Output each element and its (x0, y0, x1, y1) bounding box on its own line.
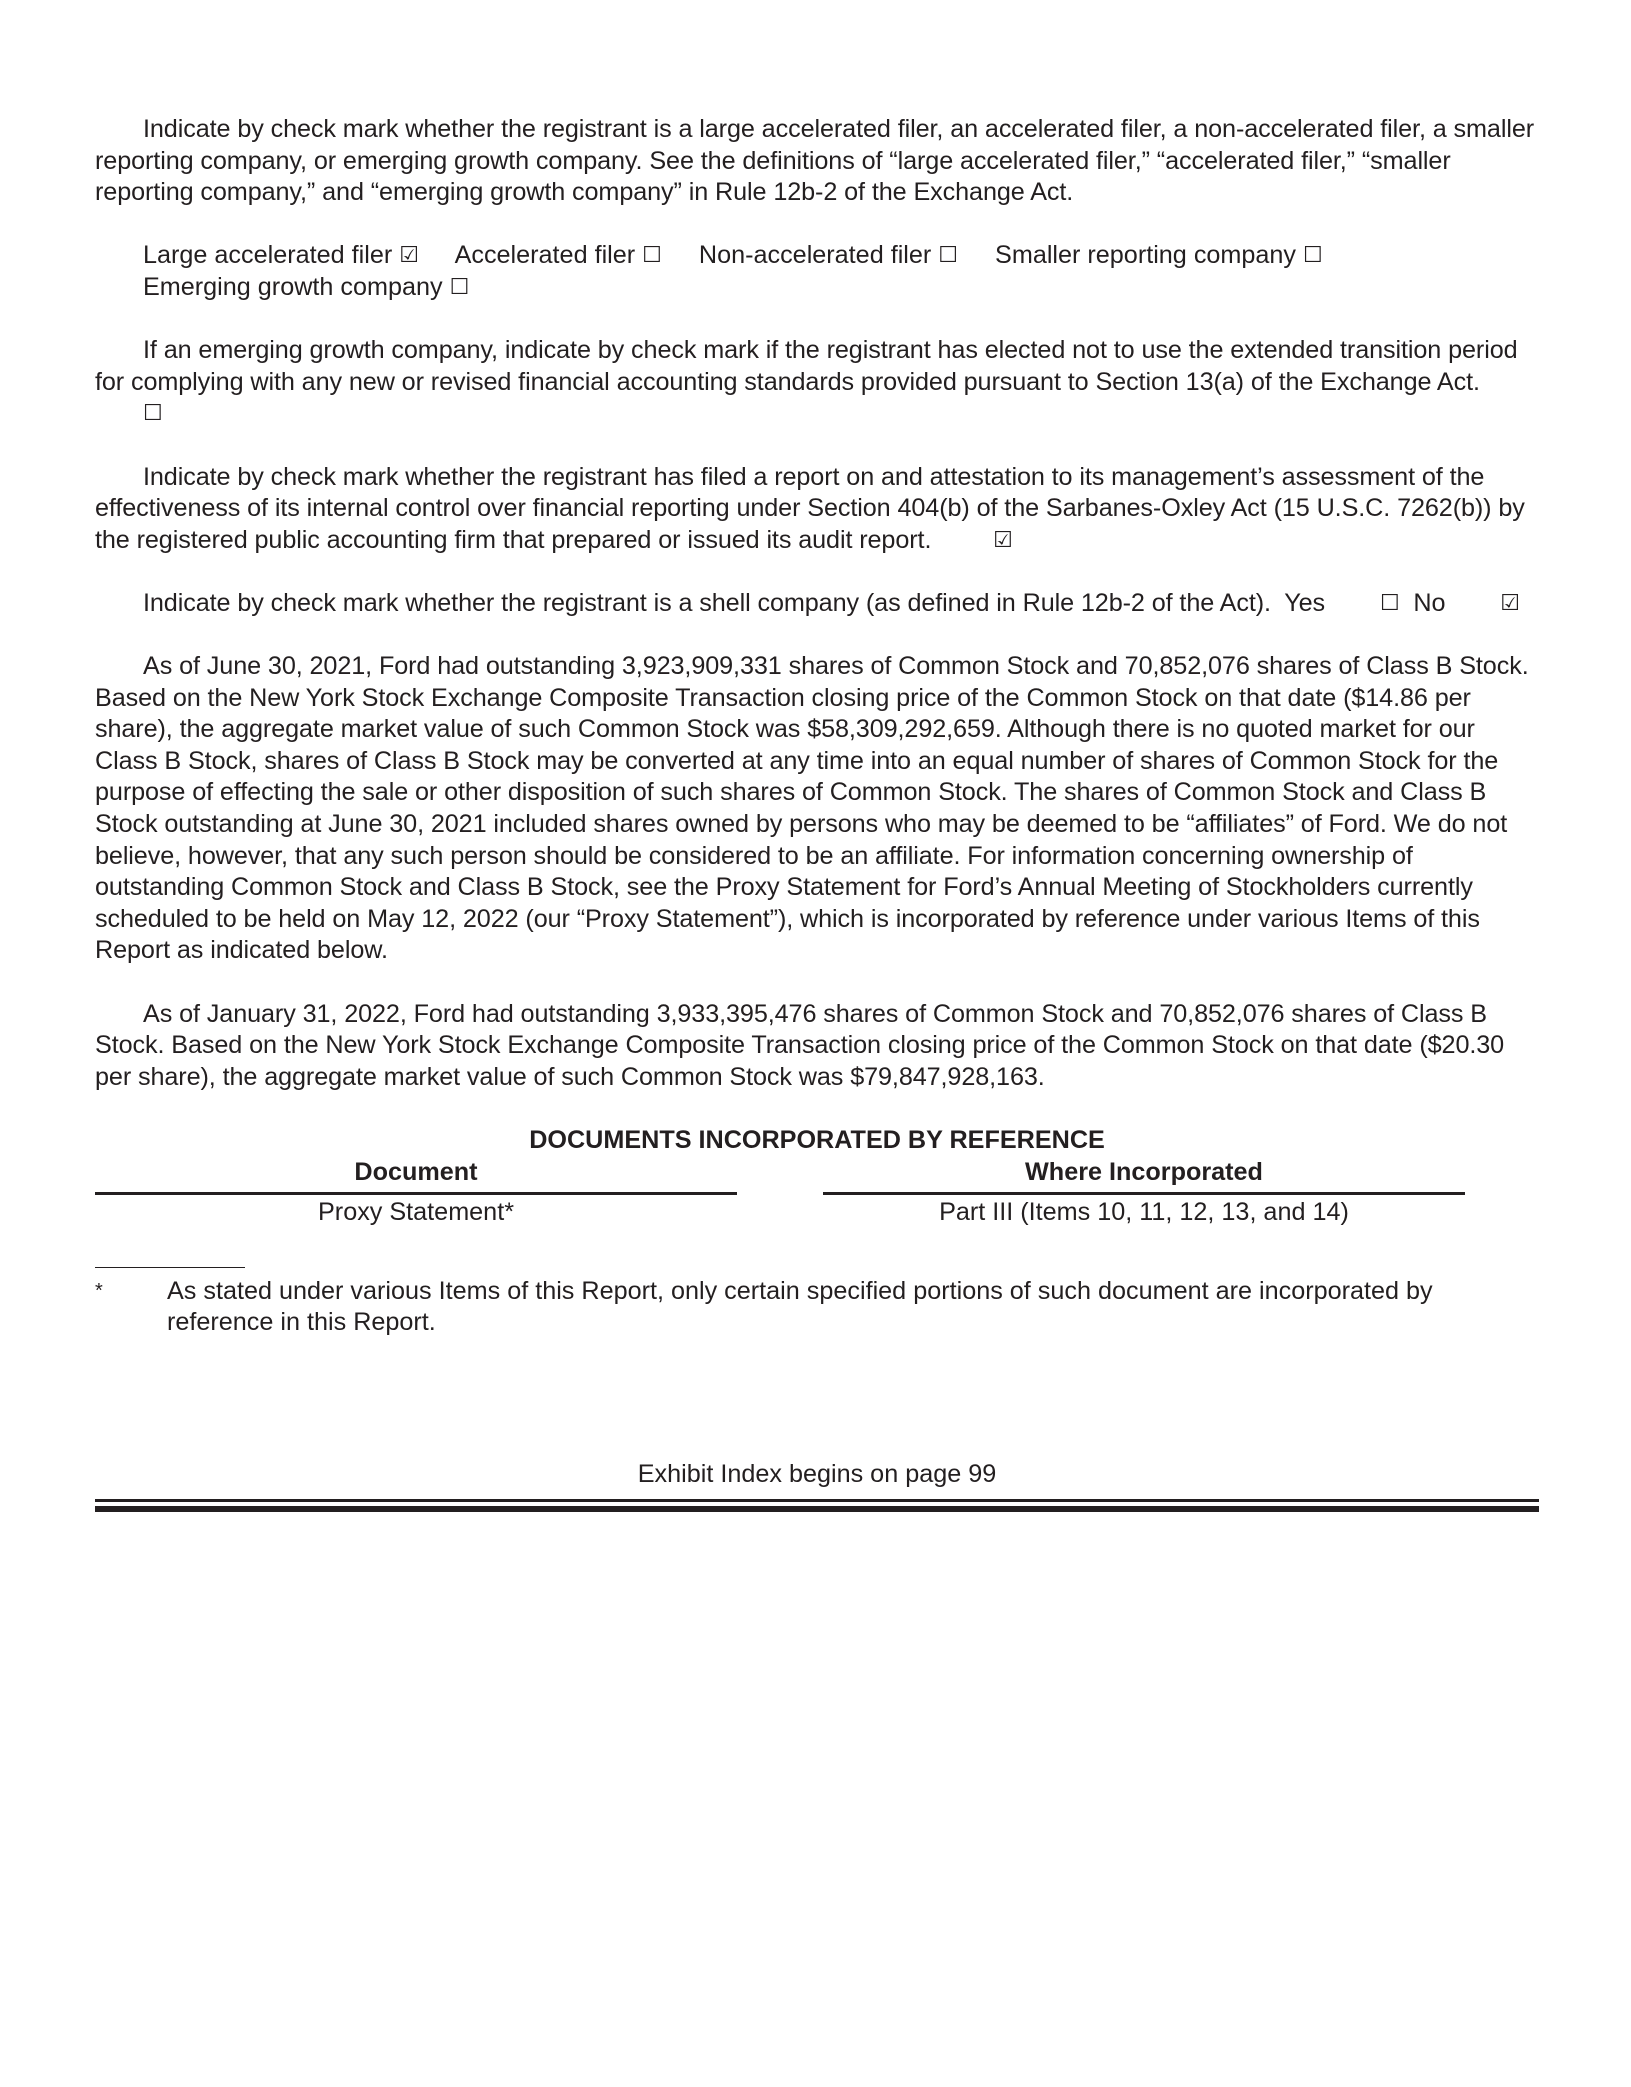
table-cell-document: Proxy Statement* (318, 1198, 514, 1227)
option-smaller-reporting-company[interactable]: Smaller reporting company ☐ (995, 241, 1323, 270)
empty-box-icon[interactable]: ☐ (642, 243, 662, 269)
documents-incorporated-title: DOCUMENTS INCORPORATED BY REFERENCE (529, 1126, 1105, 1154)
icfr-attestation-paragraph: Indicate by check mark whether the registrant has filed a report on and attestation to its management’s assessment of the effectiveness of its internal control over financial reporting under Section 404(b) of the Sarbanes-Oxley Act (15 U.S.C. 7262(b)) by the registered public accounting firm that prepared or issued its audit report. ☑ (95, 462, 1525, 554)
empty-box-icon[interactable]: ☐ (1379, 590, 1400, 616)
empty-box-icon[interactable]: ☐ (1303, 243, 1323, 269)
option-non-accelerated-filer[interactable]: Non-accelerated filer ☐ (698, 241, 959, 270)
footer-rule-thick (95, 1506, 1539, 1512)
footnote-text: As stated under various Items of this Report, only certain specified portions of such document are incorporated by reference in this Report. (167, 1276, 1433, 1337)
footnote-divider (95, 1267, 245, 1268)
checked-box-icon[interactable]: ☑ (399, 243, 419, 269)
document-page (95, 114, 1539, 1512)
column-header-document: Document (95, 1157, 737, 1196)
footer-rule-thin (95, 1499, 1539, 1502)
empty-box-icon[interactable]: ☐ (938, 243, 959, 269)
checked-box-icon[interactable]: ☑ (993, 527, 1013, 553)
filer-status-options (95, 240, 1539, 303)
column-header-where-incorporated: Where Incorporated (823, 1157, 1465, 1196)
footnote (95, 1276, 1539, 1339)
empty-box-icon[interactable]: ☐ (449, 274, 470, 300)
filer-status-intro: Indicate by check mark whether the registrant is a large accelerated filer, an accelerated filer, a non-accelerated filer, a smaller reporting company, or emerging growth company. See the definitions of “large accelerated filer,” “accelerated filer,” “smaller reporting company,” and “emerging growth company” in Rule 12b-2 of the Exchange Act. (95, 115, 1535, 207)
footnote-mark: * (95, 1279, 103, 1302)
option-emerging-growth-company[interactable]: Emerging growth company ☐ (143, 272, 470, 301)
option-accelerated-filer[interactable]: Accelerated filer ☐ (454, 241, 662, 270)
empty-box-icon[interactable]: ☐ (143, 401, 163, 427)
shares-outstanding-june-2021: As of June 30, 2021, Ford had outstanding 3,923,909,331 shares of Common Stock and 70,852,076 shares of Class B Stock. Based on the New York Stock Exchange Composite Transaction closing price of the Common Stock on that date ($14.86 per share), the aggregate market value of such Common Stock was $58,309,292,659. Although there is no quoted market for our Class B Stock, shares of Class B Stock may be converted at any time into an equal number of shares of Common Stock for the purpose of effecting the sale or other disposition of such shares of Common Stock. The shares of Common Stock and Class B Stock outstanding at June 30, 2021 included shares owned by persons who may be deemed to be “affiliates” of Ford. We do not believe, however, that any such person should be considered to be an affiliate. For information concerning ownership of outstanding Common Stock and Class B Stock, see the Proxy Statement for Ford’s Annual Meeting of Stockholders currently scheduled to be held on May 12, 2022 (our “Proxy Statement”), which is incorporated by reference under various Items of this Report as indicated below. (95, 652, 1529, 965)
checked-box-icon[interactable]: ☑ (1500, 590, 1520, 616)
yes-label: Yes (1284, 588, 1326, 617)
column-spacer (737, 1157, 823, 1196)
exhibit-index-note: Exhibit Index begins on page 99 (637, 1459, 997, 1488)
no-label: No (1413, 588, 1446, 617)
column-spacer (737, 1195, 823, 1229)
shares-outstanding-jan-2022: As of January 31, 2022, Ford had outstanding 3,933,395,476 shares of Common Stock and 70,852,076 shares of Class B Stock. Based on the New York Stock Exchange Composite Transaction closing price of the Common Stock on that date ($20.30 per share), the aggregate market value of such Common Stock was $79,847,928,163. (95, 999, 1505, 1091)
shell-company-paragraph: Indicate by check mark whether the registrant is a shell company (as defined in Rule 12b-2 of the Act). Yes ☐ No ☑ (143, 588, 1520, 617)
transition-period-paragraph: If an emerging growth company, indicate by check mark if the registrant has elected not to use the extended transition period for complying with any new or revised financial accounting standards provided pursuant to Section 13(a) of the Exchange Act. ☐ (95, 336, 1518, 427)
table-cell-where-incorporated: Part III (Items 10, 11, 12, 13, and 14) (939, 1198, 1349, 1227)
documents-incorporated-table (95, 1157, 1465, 1229)
option-large-accelerated-filer[interactable]: Large accelerated filer ☑ (143, 241, 419, 270)
